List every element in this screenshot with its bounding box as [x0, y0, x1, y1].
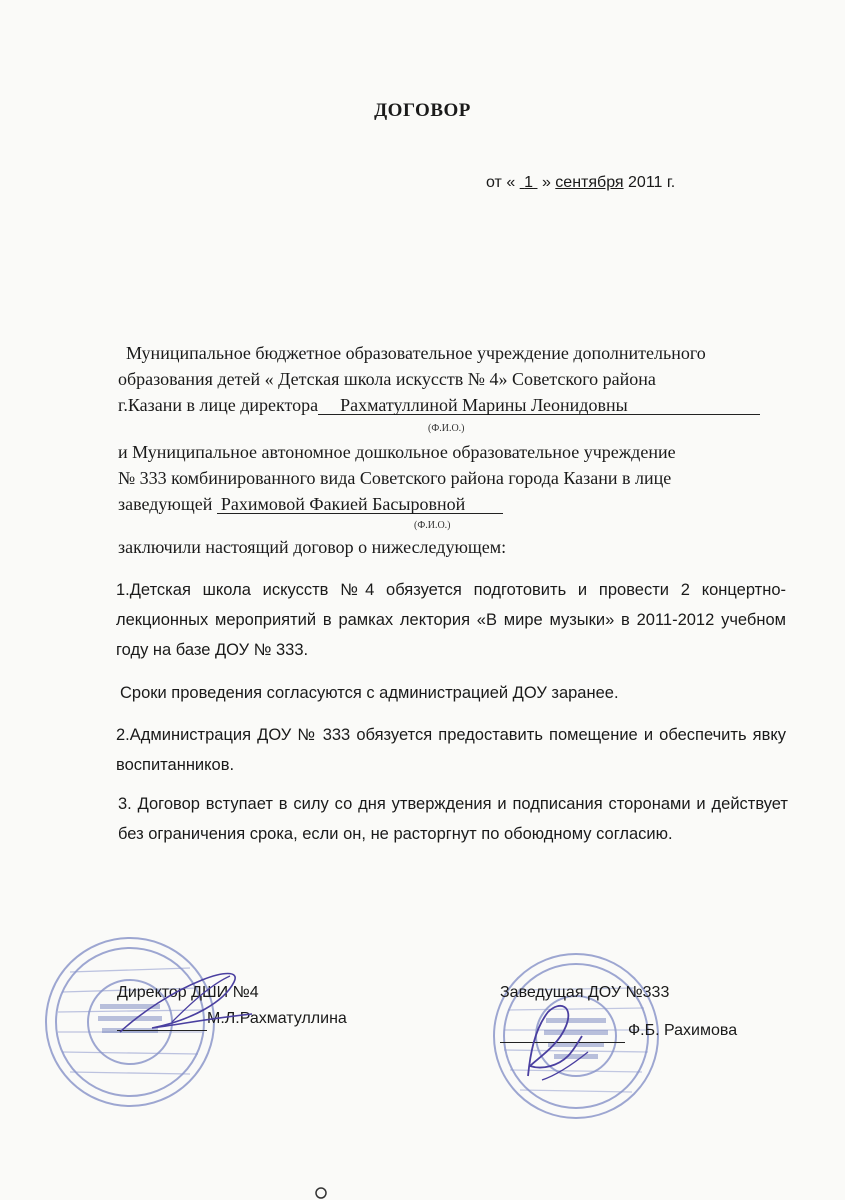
page-corner-mark: [314, 1186, 328, 1200]
right-signer-name: Ф.Б. Рахимова: [628, 1022, 738, 1039]
fio-caption-2: (Ф.И.О.): [414, 520, 451, 531]
intro-line-1: Муниципальное бюджетное образовательное учреждение дополнительного: [126, 343, 706, 363]
date-mid: »: [541, 174, 551, 191]
document-title: ДОГОВОР: [374, 100, 471, 121]
intro-line-4: и Муниципальное автономное дошкольное образовательное учреждение: [118, 442, 676, 462]
fio-caption-1: (Ф.И.О.): [428, 423, 465, 434]
date-prefix: от «: [486, 174, 516, 191]
intro-line-3: [118, 395, 760, 416]
intro-line-3-prefix: г.Казани в лице директора: [118, 395, 319, 415]
clause-2: 2.Администрация ДОУ № 333 обязуется предоставить помещение и обеспечить явку воспитанников.: [116, 726, 786, 774]
left-signer-name: М.Л.Рахматуллина: [207, 1010, 347, 1027]
left-handwritten-signature: [112, 962, 262, 1040]
director-name: Рахматуллиной Марины Леонидовны: [318, 397, 760, 415]
contract-date: [486, 174, 675, 192]
date-day: 1: [524, 174, 534, 191]
date-year: 2011 г.: [628, 174, 676, 191]
clause-1: 1.Детская школа искусств №4 обязуется подготовить и провести 2 концертно-лекционных мероприятий в рамках лектория «В мире музыки» в 2011-2012 учебном году на базе ДОУ № 333.: [116, 581, 786, 659]
left-signer-title: Директор ДШИ №4: [117, 984, 259, 1001]
right-signer-title: Заведущая ДОУ №333: [500, 984, 670, 1001]
clause-3: 3. Договор вступает в силу со дня утверждения и подписания сторонами и действует без ограничения срока, если он, не расторгнут по обоюдному согласию.: [118, 795, 788, 843]
intro-line-2: образования детей « Детская школа искусств № 4» Советского района: [118, 369, 656, 389]
head-name: Рахимовой Факией Басыровной: [217, 496, 503, 514]
right-handwritten-signature: [508, 996, 608, 1088]
date-month: сентября: [555, 174, 624, 191]
clause-1-note: Сроки проведения согласуются с администрацией ДОУ заранее.: [120, 684, 619, 702]
intro-line-7: заключили настоящий договор о нижеследующем:: [118, 537, 507, 557]
intro-line-5: № 333 комбинированного вида Советского района города Казани в лице: [118, 468, 672, 488]
intro-line-6-prefix: заведующей: [118, 494, 213, 514]
intro-line-6: [118, 494, 503, 515]
